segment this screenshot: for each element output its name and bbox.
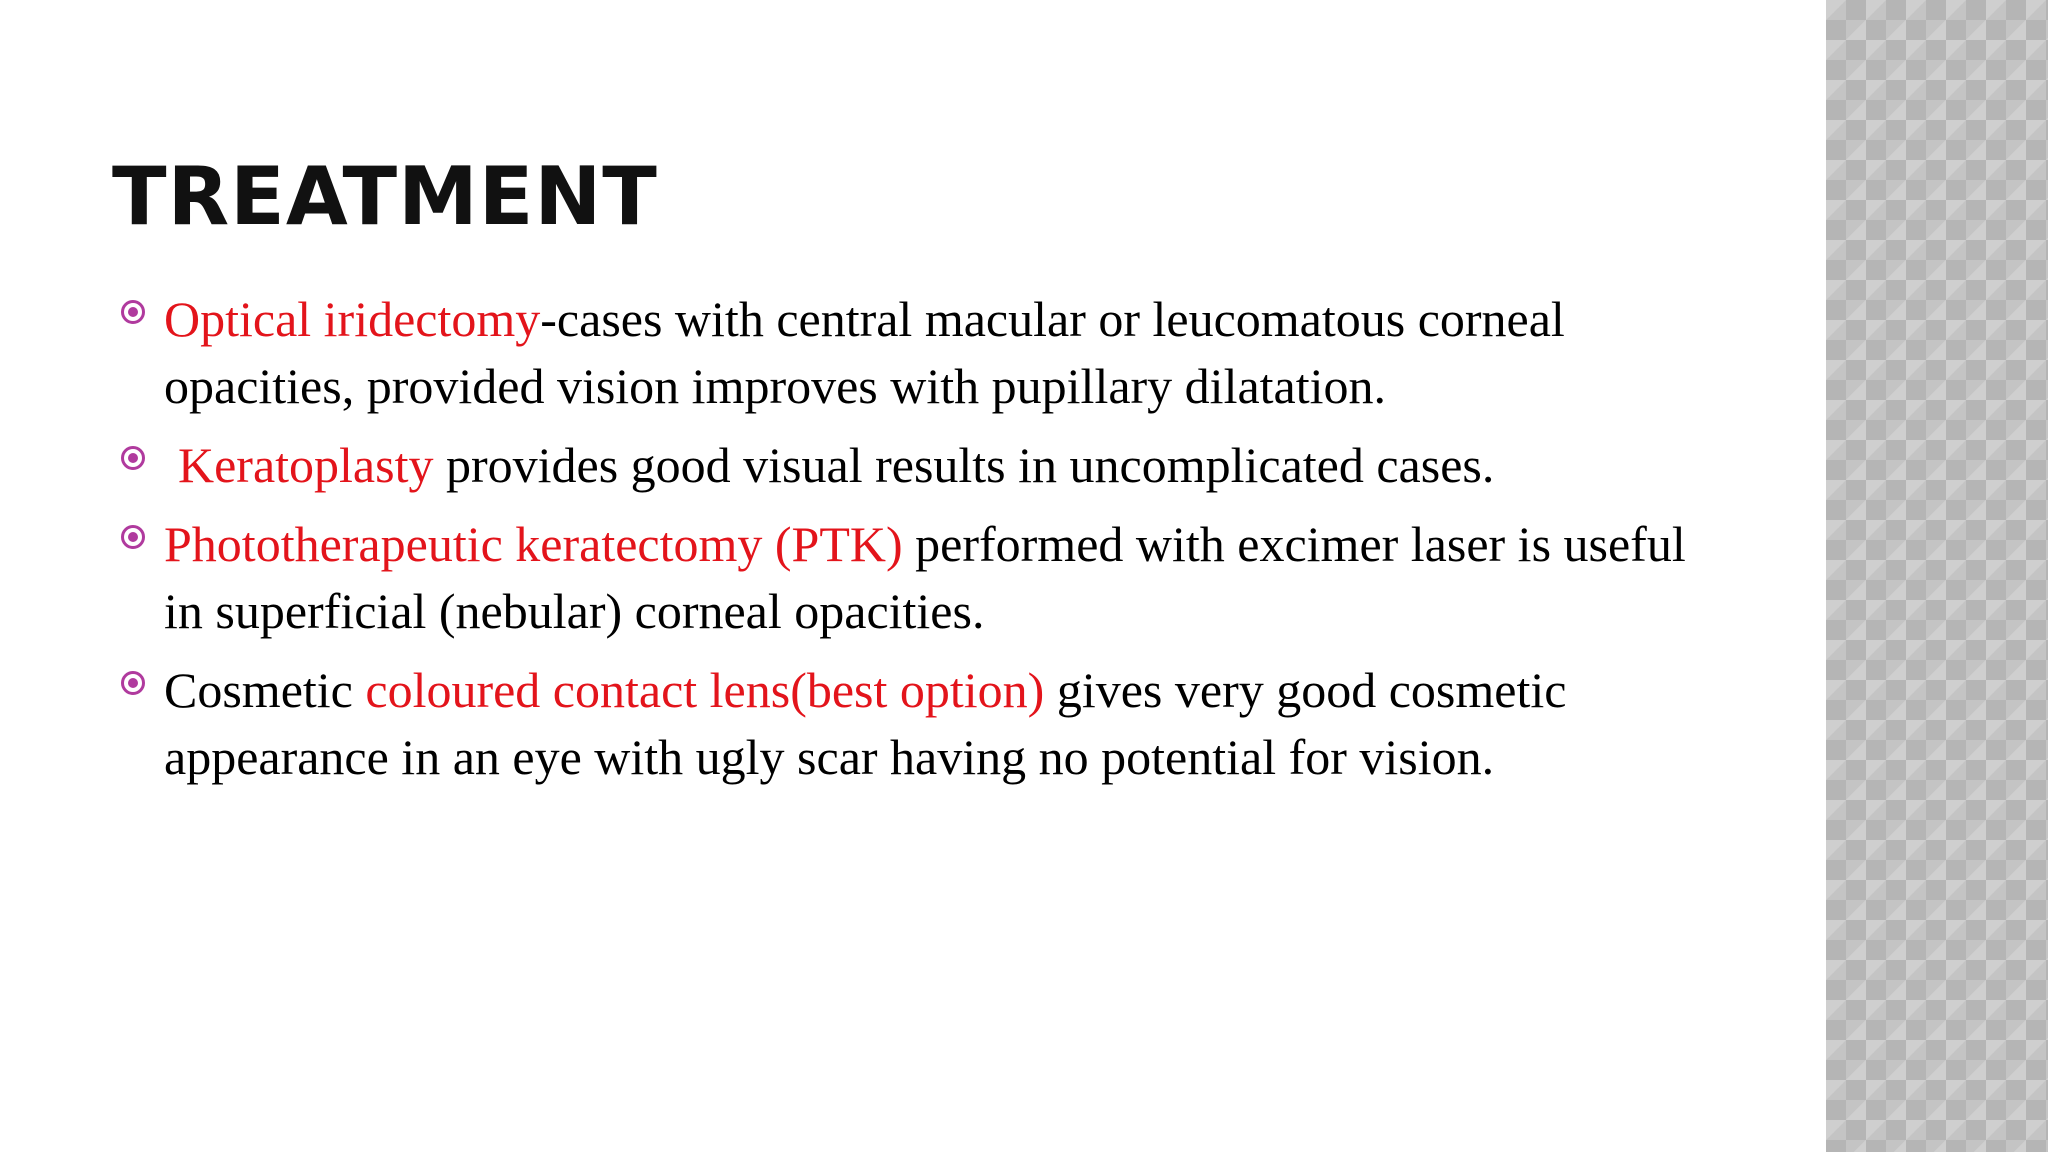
bullet-highlight: coloured contact lens(best option) <box>365 662 1045 718</box>
bullet-highlight: Phototherapeutic keratectomy (PTK) <box>164 516 903 572</box>
bullet-highlight: Optical iridectomy <box>164 291 541 347</box>
circle-dot-icon <box>120 299 146 325</box>
bullet-item <box>120 286 1720 420</box>
bullet-text: performed with excimer laser is useful in superficial (nebular) corneal opacities. <box>164 516 1686 639</box>
bullet-text: -cases with central macular or leucomatous corneal opacities, provided vision improves with pupillary dilatation. <box>164 291 1565 414</box>
slide-title: TREATMENT <box>112 150 658 243</box>
bullet-item <box>120 657 1720 791</box>
bullet-text: gives very good cosmetic appearance in an eye with ugly scar having no potential for vision. <box>164 662 1567 785</box>
bullet-highlight: Keratoplasty <box>178 437 434 493</box>
circle-dot-icon <box>120 524 146 550</box>
circle-dot-icon <box>120 670 146 696</box>
bullet-text: provides good visual results in uncomplicated cases. <box>433 437 1495 493</box>
bullet-item <box>120 511 1720 645</box>
bullet-list <box>120 286 1720 803</box>
bullet-item <box>120 432 1720 499</box>
bullet-prefix: Cosmetic <box>164 662 366 718</box>
decorative-side-band <box>1826 0 2048 1152</box>
circle-dot-icon <box>120 445 146 471</box>
